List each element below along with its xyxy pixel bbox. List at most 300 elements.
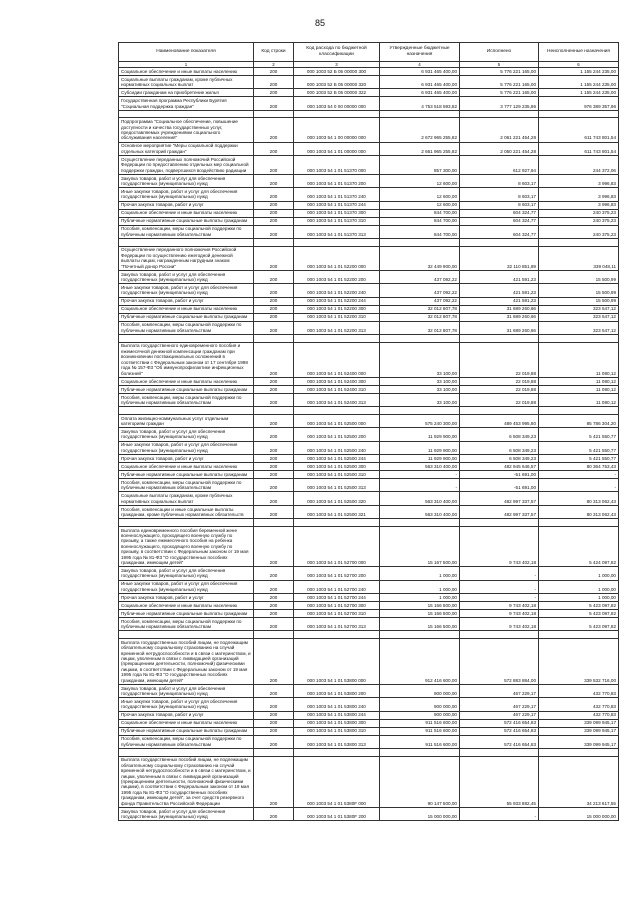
- indicator-name-cell: Закупка товаров, работ и услуг для обеспечения государственных (муниципальных) нужд: [119, 807, 254, 820]
- table-row: [119, 470, 619, 478]
- indicator-name-cell: Социальное обеспечение и иные выплаты населению: [119, 462, 254, 470]
- table-row: [119, 246, 619, 270]
- executed-cell: -51 691,00: [460, 470, 539, 478]
- remaining-cell: 80 313 062,43: [539, 505, 619, 518]
- approved-cell: 15 000 000,00: [380, 807, 460, 820]
- line-code-cell: 200: [254, 441, 294, 454]
- approved-cell: 32 012 807,78: [380, 313, 460, 321]
- spacer-cell: [119, 110, 254, 118]
- executed-cell: 8 603,17: [460, 188, 539, 201]
- approved-cell: 1 000,00: [380, 567, 460, 580]
- table-row: [119, 719, 619, 727]
- header-executed: Исполнено: [460, 43, 539, 62]
- budget-code-cell: 000 1003 54 1 01 53800 310: [294, 727, 380, 735]
- spacer-cell: [539, 335, 619, 343]
- approved-cell: -: [380, 478, 460, 491]
- remaining-cell: 15 000 000,00: [539, 807, 619, 820]
- indicator-name-cell: Осуществление переданных полномочий Российской Федерации по предоставлению отдельных мер социальной поддержки граждан, подвергшихся воздействию радиации: [119, 156, 254, 175]
- budget-code-cell: 000 1003 54 1 01 52500 000: [294, 414, 380, 427]
- approved-cell: 6 931 465 400,00: [380, 76, 460, 89]
- approved-cell: 575 240 300,00: [380, 414, 460, 427]
- remaining-cell: 3 996,83: [539, 188, 619, 201]
- spacer-cell: [380, 749, 460, 757]
- remaining-cell: 5 423 097,82: [539, 602, 619, 610]
- budget-code-cell: 000 1003 54 1 01 52500 310: [294, 470, 380, 478]
- remaining-cell: 339 532 716,00: [539, 639, 619, 685]
- approved-cell: 900 000,00: [380, 684, 460, 697]
- approved-cell: -: [380, 470, 460, 478]
- budget-code-cell: 000 1003 54 1 01 52500 313: [294, 478, 380, 491]
- line-code-cell: 200: [254, 188, 294, 201]
- table-row: [119, 594, 619, 602]
- spacer-cell: [254, 239, 294, 247]
- table-row: [119, 602, 619, 610]
- remaining-cell: 1 000,00: [539, 567, 619, 580]
- table-row: [119, 118, 619, 142]
- remaining-cell: 611 743 801,54: [539, 118, 619, 142]
- line-code-cell: 200: [254, 428, 294, 441]
- table-row: [119, 393, 619, 406]
- approved-cell: 15 166 500,00: [380, 610, 460, 618]
- budget-code-cell: 000 1003 54 1 01 52200 200: [294, 270, 380, 283]
- line-code-cell: 200: [254, 711, 294, 719]
- executed-cell: 22 019,88: [460, 377, 539, 385]
- budget-code-cell: 000 1003 54 0 00 00000 000: [294, 97, 380, 110]
- executed-cell: 22 019,88: [460, 342, 539, 377]
- remaining-cell: 15 500,99: [539, 284, 619, 297]
- executed-cell: -: [460, 807, 539, 820]
- executed-cell: 421 591,23: [460, 270, 539, 283]
- indicator-name-cell: Основное мероприятие "Меры социальной поддержки отдельных категорий граждан": [119, 142, 254, 155]
- remaining-cell: 5 421 550,77: [539, 428, 619, 441]
- table-row: [119, 639, 619, 685]
- executed-cell: 421 591,23: [460, 297, 539, 305]
- line-code-cell: 200: [254, 305, 294, 313]
- budget-code-cell: 000 1003 52 Б 05 00000 320: [294, 76, 380, 89]
- executed-cell: 467 229,17: [460, 684, 539, 697]
- executed-cell: 482 997 337,57: [460, 492, 539, 505]
- spacer-cell: [460, 519, 539, 527]
- remaining-cell: 5 421 550,77: [539, 441, 619, 454]
- line-code-cell: 200: [254, 756, 294, 807]
- approved-cell: 1 000,00: [380, 580, 460, 593]
- column-number: 5: [460, 61, 539, 67]
- spacer-cell: [294, 519, 380, 527]
- remaining-cell: 611 743 801,54: [539, 142, 619, 155]
- approved-cell: 15 166 500,00: [380, 618, 460, 631]
- indicator-name-cell: Публичные нормативные социальные выплаты гражданам: [119, 610, 254, 618]
- approved-cell: 32 012 807,78: [380, 321, 460, 334]
- line-code-cell: 200: [254, 393, 294, 406]
- remaining-cell: 323 547,12: [539, 321, 619, 334]
- line-code-cell: 200: [254, 201, 294, 209]
- indicator-name-cell: Прочая закупка товаров, работ и услуг: [119, 711, 254, 719]
- executed-cell: 467 229,17: [460, 711, 539, 719]
- header-remaining: Неисполненные назначения: [539, 43, 619, 62]
- line-code-cell: 200: [254, 526, 294, 566]
- budget-code-cell: 000 1003 54 1 01 52200 244: [294, 297, 380, 305]
- indicator-name-cell: Подпрограмма "Социальное обеспечение, повышение доступности и качества государственных услуг, предоставляемых учреждениями социального обслуживания населения": [119, 118, 254, 142]
- spacer-cell: [119, 407, 254, 415]
- approved-cell: 437 092,22: [380, 297, 460, 305]
- indicator-name-cell: Пособия, компенсации, меры социальной поддержки по публичным нормативным обязательствам: [119, 225, 254, 238]
- budget-code-cell: 000 1003 54 1 01 51370 000: [294, 156, 380, 175]
- line-code-cell: 200: [254, 492, 294, 505]
- indicator-name-cell: Социальное обеспечение и иные выплаты населению: [119, 209, 254, 217]
- executed-cell: 5 776 221 165,00: [460, 76, 539, 89]
- approved-cell: 90 147 500,00: [380, 756, 460, 807]
- approved-cell: 437 092,22: [380, 270, 460, 283]
- indicator-name-cell: Закупка товаров, работ и услуг для обеспечения государственных (муниципальных) нужд: [119, 270, 254, 283]
- spacer-cell: [294, 407, 380, 415]
- page-number: 85: [314, 18, 325, 28]
- indicator-name-cell: Выплата государственных пособий лицам, не подлежащим обязательному социальному страхованию на случай временной нетрудоспособности и в связи с материнством, и лицам, уволенным в связи с ликвидацией организаций (прекращением деятельности, полномочий физическими лицами), в соответствии с Федеральным законом от 19 мая 1995 года № 81-ФЗ "О государственных пособиях гражданам, имеющим детей", за счет средств резервного фонда Правительства Российской Федерации: [119, 756, 254, 807]
- budget-code-cell: 000 1003 54 1 01 53800 313: [294, 735, 380, 748]
- approved-cell: 563 310 400,00: [380, 462, 460, 470]
- table-row: [119, 580, 619, 593]
- line-code-cell: 200: [254, 580, 294, 593]
- approved-cell: 6 931 465 400,00: [380, 68, 460, 76]
- indicator-name-cell: Публичные нормативные социальные выплаты гражданам: [119, 470, 254, 478]
- table-row: [119, 270, 619, 283]
- column-number: 3: [294, 61, 380, 67]
- executed-cell: -: [460, 580, 539, 593]
- indicator-name-cell: Осуществление переданного полномочия Российской Федерации по осуществлению ежегодной денежной выплаты лицам, награжденным нагрудным знаком "Почетный донор России": [119, 246, 254, 270]
- executed-cell: 467 229,17: [460, 698, 539, 711]
- spacer-cell: [119, 749, 254, 757]
- table-row: [119, 217, 619, 225]
- executed-cell: 22 019,88: [460, 385, 539, 393]
- executed-cell: 9 743 402,18: [460, 526, 539, 566]
- approved-cell: 437 092,22: [380, 284, 460, 297]
- budget-code-cell: 000 1003 54 1 01 52700 240: [294, 580, 380, 593]
- indicator-name-cell: Закупка товаров, работ и услуг для обеспечения государственных (муниципальных) нужд: [119, 567, 254, 580]
- spacer-cell: [380, 239, 460, 247]
- executed-cell: 572 416 654,83: [460, 727, 539, 735]
- indicator-name-cell: Прочая закупка товаров, работ и услуг: [119, 594, 254, 602]
- budget-code-cell: 000 1003 54 1 01 51370 313: [294, 225, 380, 238]
- remaining-cell: 80 313 062,43: [539, 492, 619, 505]
- line-code-cell: 200: [254, 735, 294, 748]
- table-body: [119, 68, 619, 821]
- approved-cell: 1 000,00: [380, 594, 460, 602]
- spacer-cell: [294, 110, 380, 118]
- table-row: [119, 209, 619, 217]
- line-code-cell: 200: [254, 698, 294, 711]
- spacer-cell: [539, 749, 619, 757]
- line-code-cell: 200: [254, 297, 294, 305]
- table-row: [119, 684, 619, 697]
- executed-cell: 31 689 260,66: [460, 313, 539, 321]
- spacer-cell: [119, 519, 254, 527]
- budget-code-cell: 000 1003 54 1 01 52400 313: [294, 393, 380, 406]
- spacer-row: [119, 239, 619, 247]
- remaining-cell: -: [539, 478, 619, 491]
- spacer-row: [119, 749, 619, 757]
- column-number: 6: [539, 61, 619, 67]
- budget-code-cell: 000 1003 54 1 01 51370 240: [294, 188, 380, 201]
- budget-code-cell: 000 1003 52 Б 05 00000 322: [294, 89, 380, 97]
- spacer-row: [119, 335, 619, 343]
- budget-code-cell: 000 1003 54 1 01 52200 300: [294, 305, 380, 313]
- remaining-cell: 5 424 097,82: [539, 526, 619, 566]
- header-approved: Утвержденные бюджетные назначения: [380, 43, 460, 62]
- indicator-name-cell: Пособия, компенсации, меры социальной поддержки по публичным нормативным обязательствам: [119, 478, 254, 491]
- approved-cell: 15 167 500,00: [380, 526, 460, 566]
- remaining-cell: 3 996,83: [539, 201, 619, 209]
- executed-cell: 2 050 221 454,28: [460, 142, 539, 155]
- budget-code-cell: 000 1003 54 1 01 52500 320: [294, 492, 380, 505]
- remaining-cell: 244 372,06: [539, 156, 619, 175]
- table-row: [119, 342, 619, 377]
- executed-cell: 421 591,23: [460, 284, 539, 297]
- approved-cell: 15 166 500,00: [380, 602, 460, 610]
- approved-cell: 32 449 900,00: [380, 246, 460, 270]
- header-indicator-name: Наименование показателя: [119, 43, 254, 62]
- line-code-cell: 200: [254, 610, 294, 618]
- remaining-cell: 5 423 097,82: [539, 610, 619, 618]
- remaining-cell: 15 500,99: [539, 297, 619, 305]
- spacer-cell: [294, 631, 380, 639]
- spacer-cell: [460, 631, 539, 639]
- budget-code-cell: 000 1003 54 1 01 52500 240: [294, 441, 380, 454]
- indicator-name-cell: Прочая закупка товаров, работ и услуг: [119, 454, 254, 462]
- indicator-name-cell: Выплата единовременного пособия беременной жене военнослужащего, проходящего военную службу по призыву, а также ежемесячного пособия на ребенка военнослужащего, проходящего военную службу по призыву, в соответствии с Федеральным законом от 19 мая 1995 года № 81-ФЗ "О государственных пособиях гражданам, имеющим детей": [119, 526, 254, 566]
- indicator-name-cell: Социальные выплаты гражданам, кроме публичных нормативных социальных выплат: [119, 76, 254, 89]
- spacer-cell: [254, 519, 294, 527]
- remaining-cell: 339 099 945,17: [539, 727, 619, 735]
- column-number: 1: [119, 61, 254, 67]
- line-code-cell: 200: [254, 602, 294, 610]
- budget-code-cell: 000 1003 54 1 01 51370 244: [294, 201, 380, 209]
- spacer-cell: [119, 335, 254, 343]
- line-code-cell: 200: [254, 217, 294, 225]
- approved-cell: 857 300,00: [380, 156, 460, 175]
- budget-code-cell: 000 1003 54 1 01 51370 200: [294, 174, 380, 187]
- indicator-name-cell: Социальное обеспечение и иные выплаты населению: [119, 305, 254, 313]
- budget-code-cell: 000 1003 54 1 01 53800 200: [294, 684, 380, 697]
- approved-cell: 911 516 600,00: [380, 727, 460, 735]
- executed-cell: 612 927,94: [460, 156, 539, 175]
- line-code-cell: 200: [254, 454, 294, 462]
- table-row: [119, 297, 619, 305]
- indicator-name-cell: Иные закупки товаров, работ и услуг для обеспечения государственных (муниципальных) нужд: [119, 188, 254, 201]
- executed-cell: 6 508 349,23: [460, 428, 539, 441]
- indicator-name-cell: Иные закупки товаров, работ и услуг для обеспечения государственных (муниципальных) нужд: [119, 698, 254, 711]
- approved-cell: 563 310 400,00: [380, 492, 460, 505]
- indicator-name-cell: Закупка товаров, работ и услуг для обеспечения государственных (муниципальных) нужд: [119, 684, 254, 697]
- spacer-cell: [539, 519, 619, 527]
- approved-cell: 6 931 465 400,00: [380, 89, 460, 97]
- executed-cell: 572 416 654,83: [460, 719, 539, 727]
- indicator-name-cell: Социальное обеспечение и иные выплаты населению: [119, 377, 254, 385]
- spacer-cell: [460, 335, 539, 343]
- executed-cell: 6 508 349,23: [460, 454, 539, 462]
- table-row: [119, 377, 619, 385]
- spacer-cell: [254, 749, 294, 757]
- remaining-cell: 1 000,00: [539, 580, 619, 593]
- budget-code-cell: 000 1003 54 1 01 52200 310: [294, 313, 380, 321]
- remaining-cell: 1 155 244 235,00: [539, 76, 619, 89]
- budget-code-cell: 000 1003 54 1 01 52200 000: [294, 246, 380, 270]
- table-row: [119, 321, 619, 334]
- table-row: [119, 698, 619, 711]
- spacer-cell: [380, 110, 460, 118]
- table-row: [119, 618, 619, 631]
- budget-code-cell: 000 1003 54 1 01 5380F 000: [294, 756, 380, 807]
- spacer-cell: [294, 239, 380, 247]
- remaining-cell: 11 080,12: [539, 393, 619, 406]
- remaining-cell: 432 770,83: [539, 698, 619, 711]
- indicator-name-cell: Пособия, компенсации и иные социальные выплаты гражданам, кроме публичных нормативных обязательств: [119, 505, 254, 518]
- spacer-cell: [254, 335, 294, 343]
- spacer-row: [119, 407, 619, 415]
- budget-code-cell: 000 1003 52 Б 05 00000 300: [294, 68, 380, 76]
- table-row: [119, 711, 619, 719]
- budget-code-cell: 000 1003 54 1 01 52200 240: [294, 284, 380, 297]
- budget-code-cell: 000 1003 54 1 01 52500 321: [294, 505, 380, 518]
- indicator-name-cell: Закупка товаров, работ и услуг для обеспечения государственных (муниципальных) нужд: [119, 174, 254, 187]
- line-code-cell: 200: [254, 225, 294, 238]
- approved-cell: 900 000,00: [380, 711, 460, 719]
- spacer-cell: [294, 749, 380, 757]
- approved-cell: 844 700,00: [380, 225, 460, 238]
- line-code-cell: 200: [254, 505, 294, 518]
- budget-code-cell: 000 1003 54 1 01 51370 300: [294, 209, 380, 217]
- executed-cell: 55 933 882,45: [460, 756, 539, 807]
- budget-code-cell: 000 1003 54 1 01 52500 200: [294, 428, 380, 441]
- table-row: [119, 414, 619, 427]
- table-row: [119, 462, 619, 470]
- line-code-cell: 200: [254, 639, 294, 685]
- line-code-cell: 200: [254, 118, 294, 142]
- table-row: [119, 89, 619, 97]
- table-row: [119, 807, 619, 820]
- table-row: [119, 225, 619, 238]
- remaining-cell: 339 099 945,17: [539, 735, 619, 748]
- line-code-cell: 200: [254, 807, 294, 820]
- spacer-cell: [380, 519, 460, 527]
- executed-cell: 482 945 646,57: [460, 462, 539, 470]
- table-row: [119, 610, 619, 618]
- table-row: [119, 567, 619, 580]
- remaining-cell: 1 155 244 235,00: [539, 68, 619, 76]
- line-code-cell: 200: [254, 478, 294, 491]
- approved-cell: 33 100,00: [380, 393, 460, 406]
- line-code-cell: 200: [254, 618, 294, 631]
- column-number: 4: [380, 61, 460, 67]
- spacer-cell: [254, 631, 294, 639]
- line-code-cell: 200: [254, 414, 294, 427]
- budget-code-cell: 000 1003 54 1 01 52700 300: [294, 602, 380, 610]
- spacer-cell: [539, 110, 619, 118]
- budget-code-cell: 000 1003 54 1 01 52500 244: [294, 454, 380, 462]
- table-row: [119, 156, 619, 175]
- table-header-row: [119, 43, 619, 62]
- line-code-cell: 200: [254, 719, 294, 727]
- line-code-cell: 200: [254, 284, 294, 297]
- table-row: [119, 478, 619, 491]
- executed-cell: 9 743 402,18: [460, 610, 539, 618]
- indicator-name-cell: Социальные выплаты гражданам, кроме публичных нормативных социальных выплат: [119, 492, 254, 505]
- spacer-cell: [539, 631, 619, 639]
- column-number: 2: [254, 61, 294, 67]
- approved-cell: 2 661 965 255,82: [380, 142, 460, 155]
- line-code-cell: 200: [254, 270, 294, 283]
- header-budget-code: Код расхода по бюджетной классификации: [294, 43, 380, 62]
- budget-code-cell: 000 1003 54 1 01 52400 000: [294, 342, 380, 377]
- remaining-cell: -: [539, 470, 619, 478]
- indicator-name-cell: Оплата жилищно-коммунальных услуг отдельным категориям граждан: [119, 414, 254, 427]
- spacer-cell: [460, 749, 539, 757]
- remaining-cell: 432 770,83: [539, 684, 619, 697]
- table-row: [119, 756, 619, 807]
- remaining-cell: 1 000,00: [539, 594, 619, 602]
- line-code-cell: 200: [254, 342, 294, 377]
- table-row: [119, 97, 619, 110]
- remaining-cell: 85 786 304,20: [539, 414, 619, 427]
- spacer-cell: [254, 407, 294, 415]
- approved-cell: 563 310 400,00: [380, 505, 460, 518]
- budget-code-cell: 000 1003 54 1 01 53800 240: [294, 698, 380, 711]
- approved-cell: 4 753 518 593,82: [380, 97, 460, 110]
- approved-cell: 33 100,00: [380, 385, 460, 393]
- indicator-name-cell: Пособия, компенсации, меры социальной поддержки по публичным нормативным обязательствам: [119, 735, 254, 748]
- remaining-cell: 11 080,12: [539, 377, 619, 385]
- table-row: [119, 313, 619, 321]
- budget-code-cell: 000 1003 54 1 01 5380F 200: [294, 807, 380, 820]
- indicator-name-cell: Субсидии гражданам на приобретение жилья: [119, 89, 254, 97]
- header-line-code: Код строки: [254, 43, 294, 62]
- budget-code-cell: 000 1003 54 1 01 52700 244: [294, 594, 380, 602]
- line-code-cell: 200: [254, 246, 294, 270]
- executed-cell: 31 689 260,66: [460, 305, 539, 313]
- executed-cell: -: [460, 567, 539, 580]
- table-row: [119, 201, 619, 209]
- spacer-row: [119, 631, 619, 639]
- line-code-cell: 200: [254, 385, 294, 393]
- spacer-cell: [380, 631, 460, 639]
- indicator-name-cell: Выплата государственных пособий лицам, не подлежащим обязательному социальному страхованию на случай временной нетрудоспособности и в связи с материнством, и лицам, уволенным в связи с ликвидацией организаций (прекращением деятельности, полномочий) физическими лицами, в соответствии с Федеральным законом от 19 мая 1995 года № 81-ФЗ "О государственных пособиях гражданам, имеющим детей": [119, 639, 254, 685]
- executed-cell: 22 019,88: [460, 393, 539, 406]
- spacer-cell: [460, 110, 539, 118]
- indicator-name-cell: Социальное обеспечение и иные выплаты населению: [119, 719, 254, 727]
- line-code-cell: 200: [254, 156, 294, 175]
- remaining-cell: 1 155 244 235,00: [539, 89, 619, 97]
- budget-code-cell: 000 1003 54 1 01 51370 310: [294, 217, 380, 225]
- indicator-name-cell: Иные закупки товаров, работ и услуг для обеспечения государственных (муниципальных) нужд: [119, 580, 254, 593]
- indicator-name-cell: Публичные нормативные социальные выплаты гражданам: [119, 727, 254, 735]
- table-row: [119, 505, 619, 518]
- line-code-cell: 200: [254, 594, 294, 602]
- executed-cell: 6 508 349,23: [460, 441, 539, 454]
- approved-cell: 900 000,00: [380, 698, 460, 711]
- spacer-cell: [539, 239, 619, 247]
- table-row: [119, 526, 619, 566]
- executed-cell: 604 324,77: [460, 209, 539, 217]
- table-row: [119, 188, 619, 201]
- line-code-cell: 200: [254, 89, 294, 97]
- approved-cell: 2 672 965 255,82: [380, 118, 460, 142]
- approved-cell: 911 516 600,00: [380, 735, 460, 748]
- spacer-cell: [539, 407, 619, 415]
- executed-cell: 3 777 129 235,86: [460, 97, 539, 110]
- approved-cell: 33 100,00: [380, 377, 460, 385]
- table-row: [119, 727, 619, 735]
- remaining-cell: 80 364 753,43: [539, 462, 619, 470]
- remaining-cell: 240 375,23: [539, 217, 619, 225]
- executed-cell: 604 324,77: [460, 225, 539, 238]
